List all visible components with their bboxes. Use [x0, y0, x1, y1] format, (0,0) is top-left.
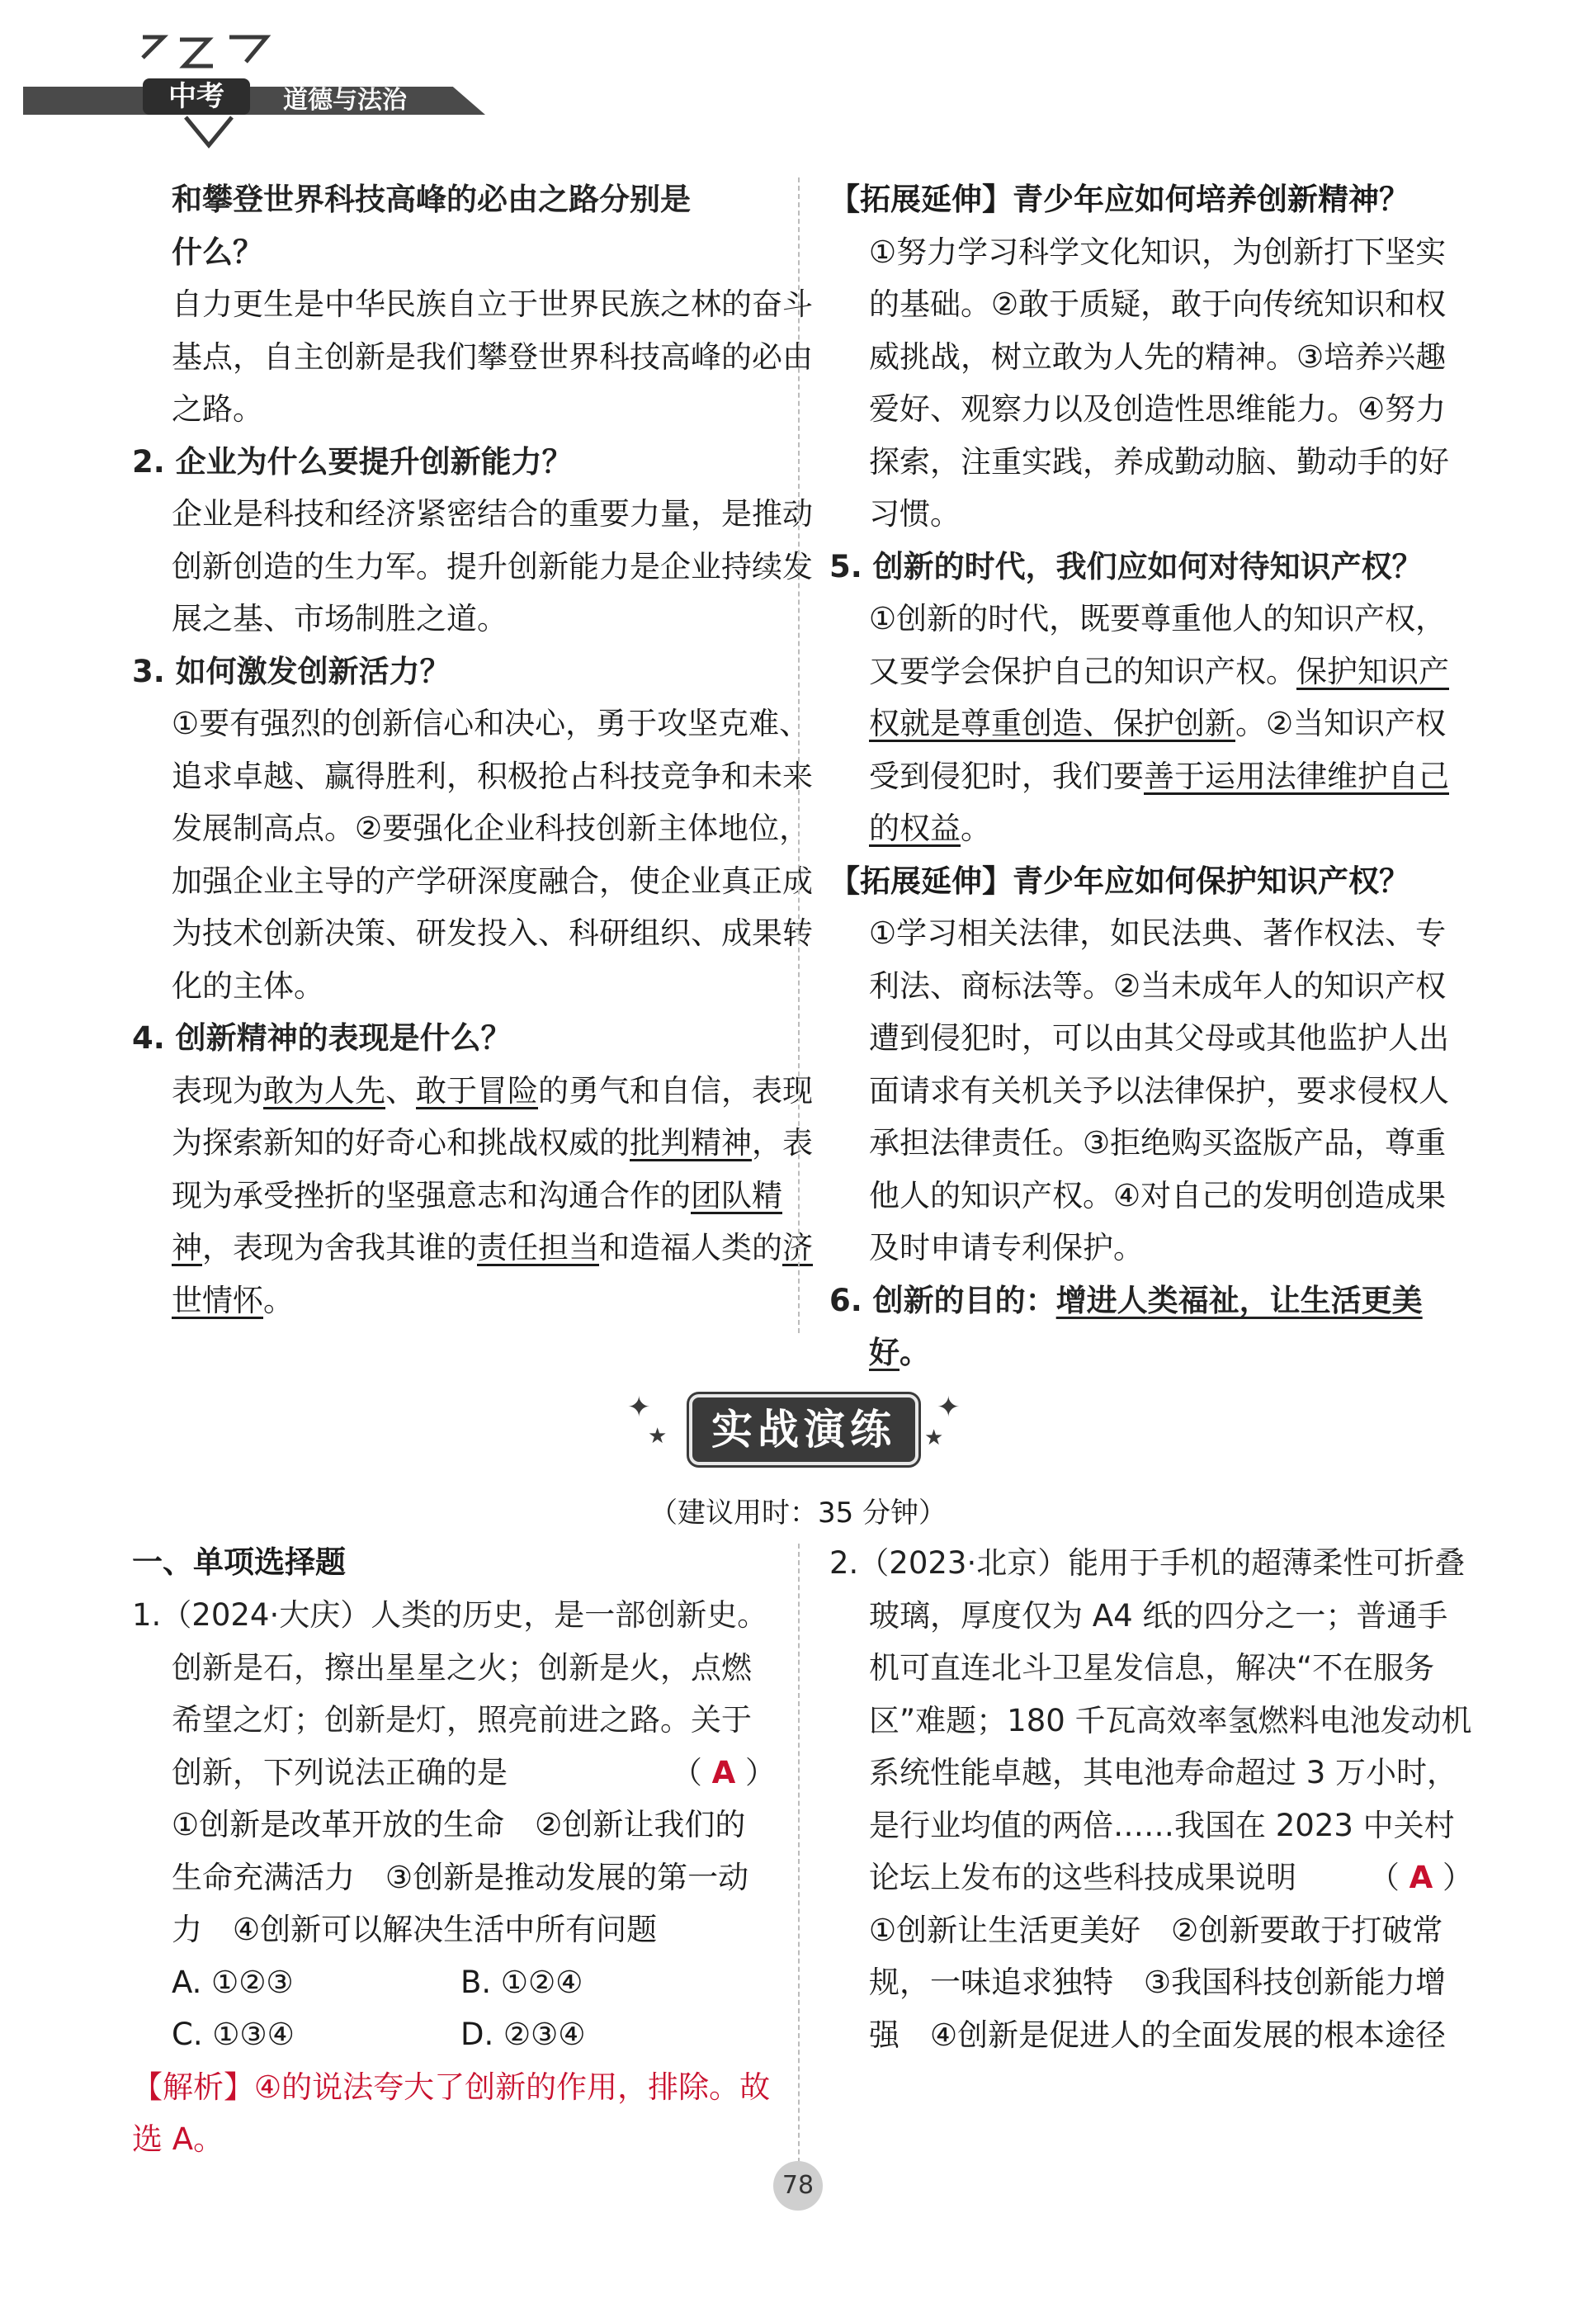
star-icon: ✦: [627, 1391, 651, 1424]
keyword: 敢于冒险: [416, 1072, 538, 1109]
keyword: 济世情怀: [172, 1230, 813, 1318]
keyword: 批判精神: [630, 1125, 752, 1161]
question-4: 4. 创新精神的表现是什么？: [132, 1020, 512, 1056]
statements: ①创新是改革开放的生命 ②创新让我们的生命充满活力 ③创新是推动发展的第一动力 ④创新可以解决生活中所有问题: [172, 1807, 749, 1947]
answer-1: 自力更生是中华民族自立于世界民族之林的奋斗基点，自主创新是我们攀登世界科技高峰的必由之路。: [172, 286, 813, 427]
options-row: [172, 2008, 776, 2061]
star-icon: ✦: [937, 1391, 961, 1424]
star-icon: ★: [924, 1426, 944, 1450]
keyword: 团队精神: [172, 1177, 782, 1265]
keyword: 善于运用法律维护自己的权益: [869, 758, 1449, 846]
option-c: C. ①③④: [172, 2017, 295, 2052]
answer-letter: A: [711, 1754, 736, 1790]
banner-title: 实战演练: [689, 1394, 918, 1465]
practice-banner: [611, 1383, 990, 1473]
suggested-time: （建议用时：35 分钟）: [649, 1497, 947, 1530]
question-text: 和攀登世界科技高峰的必由之路分别是: [172, 182, 691, 217]
right-column: [829, 173, 1473, 1379]
extension-title-2: 【拓展延伸】青少年应如何保护知识产权？: [829, 863, 1409, 899]
options-row: [172, 1956, 776, 2009]
question-5: 5. 创新的时代，我们应如何对待知识产权？: [829, 548, 1423, 584]
header-bar: [23, 87, 485, 115]
series-logo-icon: [139, 33, 271, 83]
option-b: B. ①②④: [460, 1964, 583, 2000]
question-6: 6. 创新的目的：增进人类福祉，让生活更美好。: [829, 1282, 1423, 1370]
answer-2: 企业是科技和经济紧密结合的重要力量，是推动创新创造的生力军。提升创新能力是企业持续发展之基、市场制胜之道。: [172, 496, 813, 636]
extension-answer-1: ①努力学习科学文化知识，为创新打下坚实的基础。②敢于质疑，敢于向传统知识和权威挑战，树立敢为人先的精神。③培养兴趣爱好、观察力以及创造性思维能力。④努力探索，注重实践，养成勤动脑、勤动手的好习惯。: [869, 234, 1449, 532]
column-divider: [798, 1544, 800, 2171]
question-3: 3. 如何激发创新活力？: [132, 653, 451, 689]
series-badge: 中考6+1: [143, 78, 250, 115]
section-title: 一、单项选择题: [132, 1544, 346, 1580]
practice-question-1: [132, 1589, 776, 2166]
statements: ①创新让生活更美好 ②创新要敢于打破常规，一味追求独特 ③我国科技创新能力增强 ④创新是促进人的全面发展的根本途径: [869, 1912, 1447, 2053]
column-divider: [798, 177, 800, 1333]
left-column: [132, 173, 838, 1327]
answer-4: 表现为敢为人先、敢于冒险的勇气和自信，表现为探索新知的好奇心和挑战权威的批判精神，表现为承受挫折的坚强意志和沟通合作的团队精神，表现为舍我其谁的责任担当和造福人类的济世情怀。: [172, 1072, 813, 1318]
practice-question-2: [829, 1537, 1473, 2061]
answer-5: ①创新的时代，既要尊重他人的知识产权，又要学会保护自己的知识产权。保护知识产权就是尊重创造、保护创新。②当知识产权受到侵犯时，我们要善于运用法律维护自己的权益。: [869, 601, 1449, 846]
keyword: 增进人类福祉，让生活更美好: [869, 1282, 1423, 1370]
page-header: [23, 33, 485, 149]
question-stem: 2.（2023·北京）能用于手机的超薄柔性可折叠玻璃，厚度仅为 A4 纸的四分之一；普通手机可直连北斗卫星发信息，解决“不在服务区”难题；180 千瓦高效率氢燃料电池发动机系统性能卓越，其电池寿命超过 3 万小时，是行业均值的两倍……我国在 2023 中关村论坛上发布的这些科技成果说明 （ A ）: [829, 1545, 1473, 1895]
question-2: 2. 企业为什么要提升创新能力？: [132, 443, 573, 480]
extension-title-1: 【拓展延伸】青少年应如何培养创新精神？: [829, 182, 1409, 217]
star-icon: ★: [648, 1424, 668, 1449]
analysis: 【解析】④的说法夸大了创新的作用，排除。故选 A。: [132, 2069, 771, 2157]
keyword: 保护知识产权就是尊重创造、保护创新: [869, 653, 1449, 741]
option-d: D. ②③④: [460, 2017, 586, 2052]
keyword: 责任担当: [477, 1230, 599, 1265]
option-a: A. ①②③: [172, 1964, 294, 2000]
subject-label: 道德与法治: [283, 86, 407, 115]
page-number: 78: [773, 2161, 823, 2211]
extension-answer-2: ①学习相关法律，如民法典、著作权法、专利法、商标法等。②当未成年人的知识产权遭到侵犯时，可以由其父母或其他监护人出面请求有关机关予以法律保护，要求侵权人承担法律责任。③拒绝购买盗版产品，尊重他人的知识产权。④对自己的发明创造成果及时申请专利保护。: [869, 915, 1449, 1265]
answer-letter: A: [1409, 1860, 1433, 1895]
question-stem: 1.（2024·大庆）人类的历史，是一部创新史。创新是石，擦出星星之火；创新是火，点燃希望之灯；创新是灯，照亮前进之路。关于创新，下列说法正确的是 （ A ）: [132, 1597, 776, 1790]
answer-3: ①要有强烈的创新信心和决心，勇于攻坚克难、追求卓越、赢得胜利，积极抢占科技竞争和未来发展制高点。②要强化企业科技创新主体地位，加强企业主导的产学研深度融合，使企业真正成为技术创新决策、研发投入、科研组织、成果转化的主体。: [172, 706, 813, 1004]
keyword: 敢为人先: [263, 1072, 385, 1109]
question-text: 什么？: [172, 234, 263, 270]
v-chevron-icon: [184, 116, 234, 149]
question-1-continued: [132, 173, 838, 278]
